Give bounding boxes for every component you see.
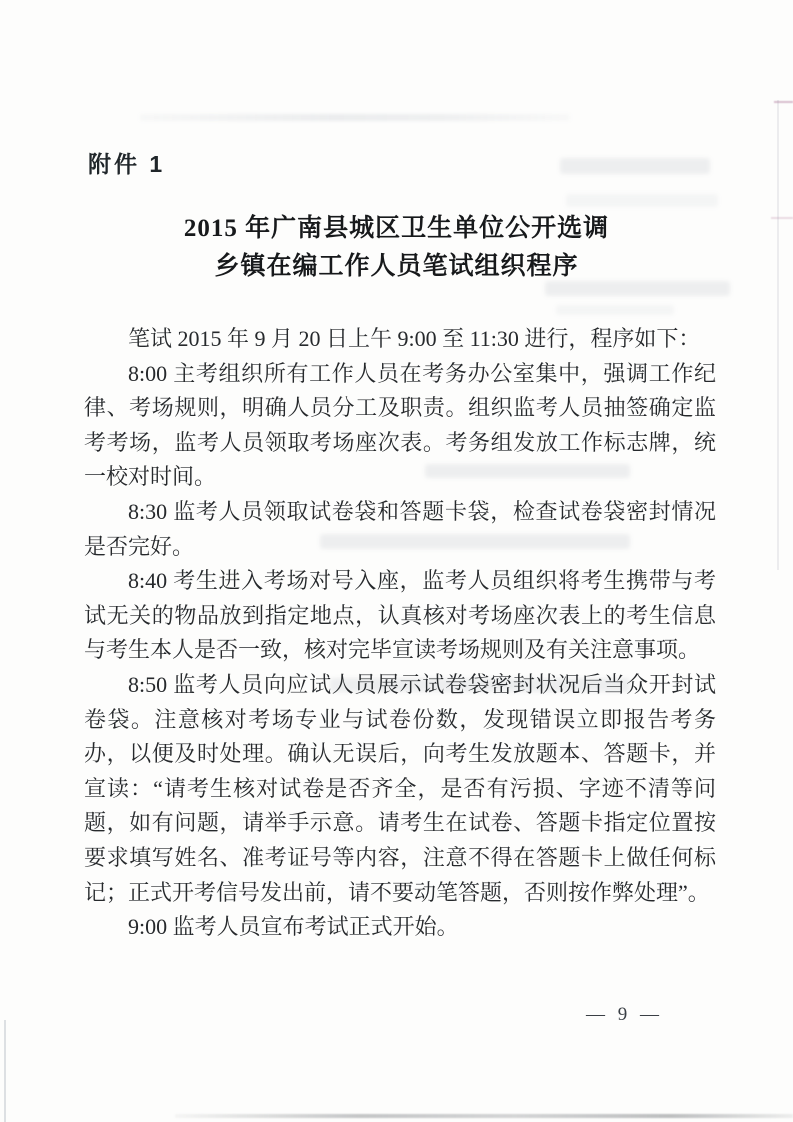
scan-edge-line-left — [4, 1020, 6, 1122]
paragraph-0800: 8:00 主考组织所有工作人员在考务办公室集中，强调工作纪律、考场规则，明确人员分工及职责。组织监考人员抽签确定监考考场，监考人员领取考场座次表。考务组发放工作标志牌，统一校对时间。 — [84, 360, 716, 490]
paragraph-0850: 8:50 监考人员向应试人员展示试卷袋密封状况后当众开封试卷袋。注意核对考场专业与试卷份数，发现错误立即报告考务办，以便及时处理。确认无误后，向考生发放题本、答题卡，并宣读：“请考生核对试卷是否齐全，是否有污损、字迹不清等问题，如有问题，请举手示意。请考生在试卷、答题卡指定位置按要求填写姓名、准考证号等内容，注意不得在答题卡上做任何标记；正式开考信号发出前，请不要动笔答题，否则按作弊处理”。 — [84, 671, 716, 905]
paragraph-intro: 笔试 2015 年 9 月 20 日上午 9:00 至 11:30 进行，程序如下： — [128, 326, 701, 351]
paragraph-0840: 8:40 考生进入考场对号入座，监考人员组织将考生携带与考试无关的物品放到指定地点，认真核对考场座次表上的考生信息与考生本人是否一致，核对完毕宣读考场规则及有关注意事项。 — [84, 568, 716, 663]
document-title-line-2: 乡镇在编工作人员笔试组织程序 — [214, 253, 579, 280]
document-title-line-1: 2015 年广南县城区卫生单位公开选调 — [183, 215, 610, 242]
attachment-label: 附件 1 — [88, 151, 166, 177]
scan-smudge-top — [140, 114, 570, 121]
paragraph-0830: 8:30 监考人员领取试卷袋和答题卡袋，检查试卷袋密封情况是否完好。 — [84, 498, 716, 559]
bleed-through-artifact — [566, 194, 718, 207]
scan-smudge-bottom — [175, 1114, 793, 1118]
scan-edge-line-right — [777, 100, 779, 570]
document-body — [84, 322, 716, 945]
bleed-through-artifact — [556, 305, 674, 315]
page-number: — 9 — — [586, 1004, 663, 1025]
document-title — [0, 210, 793, 286]
paragraph-0900: 9:00 监考人员宣布考试正式开始。 — [128, 914, 459, 940]
bleed-through-artifact — [560, 158, 710, 174]
